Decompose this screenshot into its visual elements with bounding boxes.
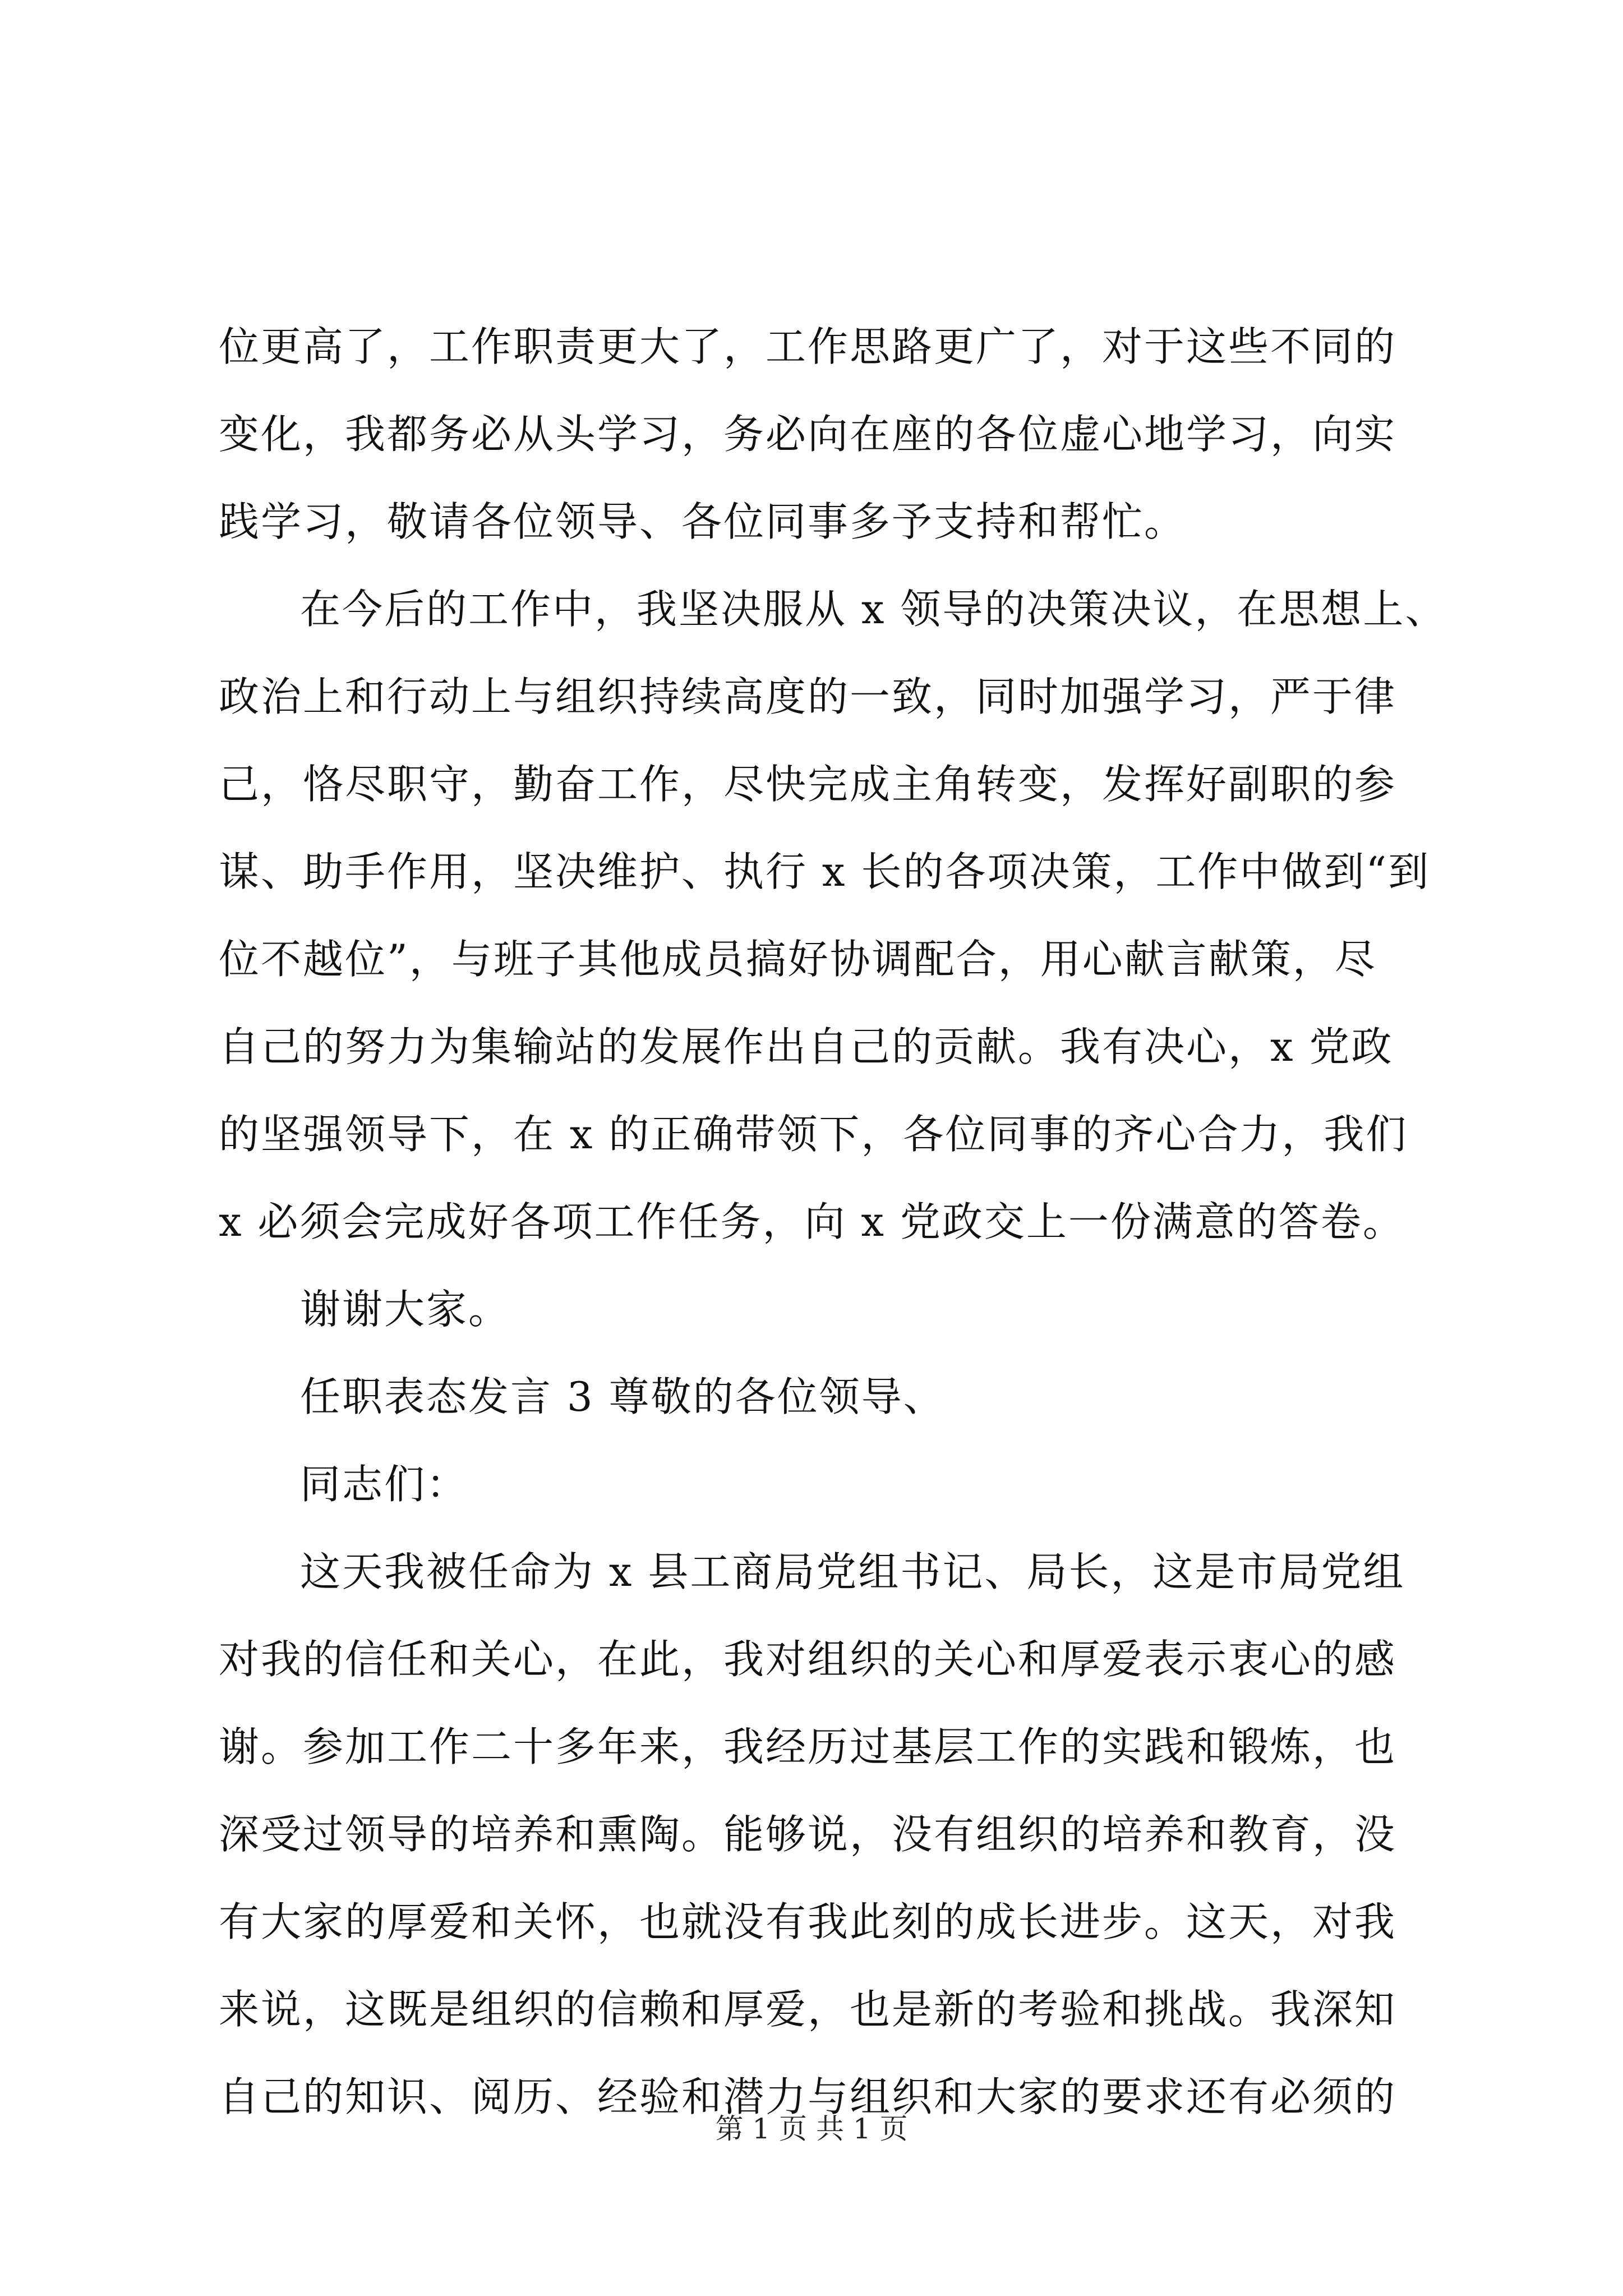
paragraph-start-line: 谢谢大家。: [300, 1286, 511, 1333]
text-line: 位不越位”，与班子其他成员搞好协调配合，用心献言献策，尽: [219, 936, 1377, 983]
salutation-line: 同志们：: [300, 1461, 469, 1508]
section-heading-line: 任职表态发言 3 尊敬的各位领导、: [300, 1373, 946, 1420]
document-body: [219, 303, 1447, 2141]
text-line: 位更高了，工作职责更大了，工作思路更广了，对于这些不同的: [219, 323, 1397, 370]
text-line: 谋、助手作用，坚决维护、执行 x 长的各项决策，工作中做到“到: [219, 848, 1431, 895]
page-number-footer: 第 1 页 共 1 页: [715, 2113, 908, 2145]
paragraph-start-line: 这天我被任命为 x 县工商局党组书记、局长，这是市局党组: [300, 1548, 1405, 1595]
text-line: 践学习，敬请各位领导、各位同事多予支持和帮忙。: [219, 498, 1187, 545]
text-line: 有大家的厚爱和关怀，也就没有我此刻的成长进步。这天，对我: [219, 1898, 1397, 1945]
paragraph-start-line: 在今后的工作中，我坚决服从 x 领导的决策决议，在思想上、: [300, 586, 1447, 633]
text-line: 深受过领导的培养和熏陶。能够说，没有组织的培养和教育，没: [219, 1811, 1397, 1858]
text-line: 政治上和行动上与组织持续高度的一致，同时加强学习，严于律: [219, 673, 1397, 720]
text-line: 来说，这既是组织的信赖和厚爱，也是新的考验和挑战。我深知: [219, 1986, 1397, 2033]
text-line: 对我的信任和关心，在此，我对组织的关心和厚爱表示衷心的感: [219, 1636, 1397, 1683]
text-line: x 必须会完成好各项工作任务，向 x 党政交上一份满意的答卷。: [219, 1198, 1405, 1245]
text-line: 谢。参加工作二十多年来，我经历过基层工作的实践和锻炼，也: [219, 1723, 1397, 1770]
text-line: 变化，我都务必从头学习，务必向在座的各位虚心地学习，向实: [219, 411, 1397, 458]
text-line: 的坚强领导下，在 x 的正确带领下，各位同事的齐心合力，我们: [219, 1111, 1408, 1158]
text-line: 自己的知识、阅历、经验和潜力与组织和大家的要求还有必须的: [219, 2073, 1397, 2120]
text-line: 己，恪尽职守，勤奋工作，尽快完成主角转变，发挥好副职的参: [219, 761, 1397, 808]
text-line: 自己的努力为集输站的发展作出自己的贡献。我有决心，x 党政: [219, 1023, 1394, 1070]
